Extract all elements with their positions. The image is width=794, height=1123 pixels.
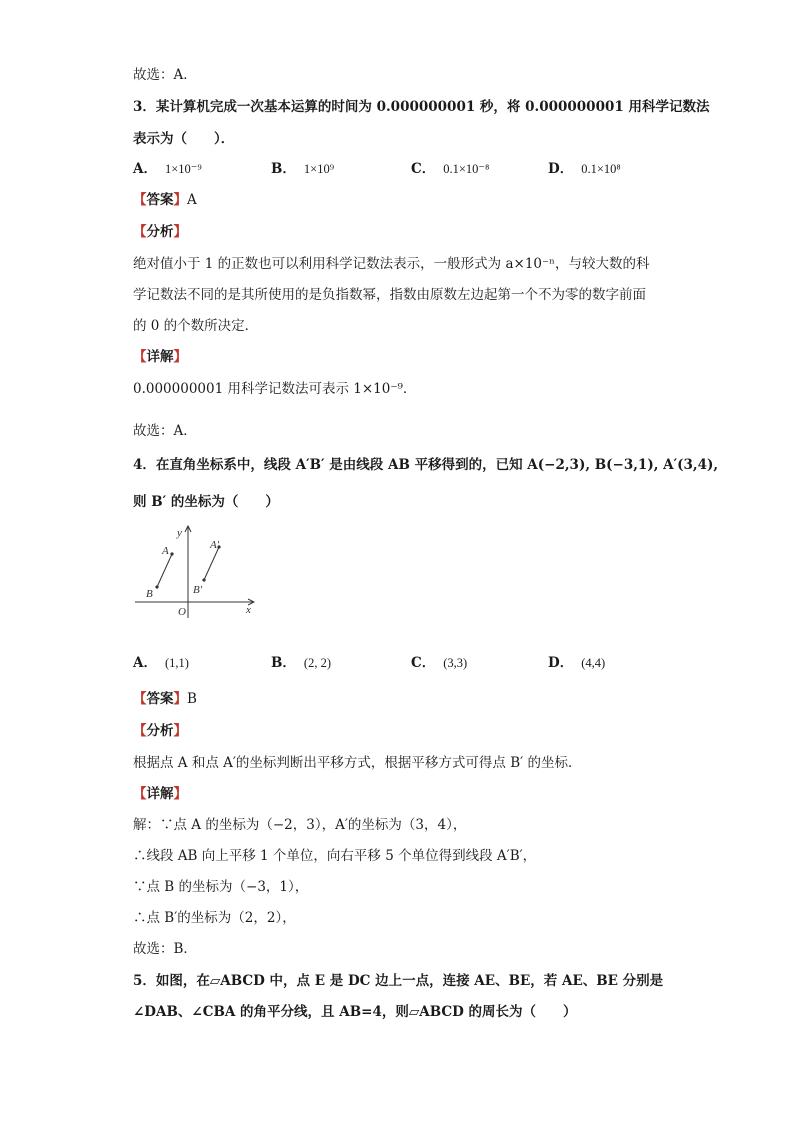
origin-label: O: [178, 606, 186, 618]
q3-stem-line2: 表示为（ ）．: [133, 131, 235, 147]
q4-answer: [133, 690, 197, 708]
q4-detail-line2: ∴线段 AB 向上平移 1 个单位，向右平移 5 个单位得到线段 A′B′，: [133, 848, 537, 864]
segment-ab: [157, 554, 172, 587]
option-letter: A．: [133, 655, 157, 671]
q4-stem-line2: 则 B′ 的坐标为（ ）: [133, 494, 279, 510]
answer-value: B: [187, 691, 197, 707]
coordinate-figure: [133, 523, 263, 618]
option-letter: C．: [411, 655, 436, 671]
segment-a-prime-b-prime: [204, 547, 219, 580]
option-value: (2, 2): [303, 656, 331, 670]
q3-analysis-tag: 【分析】: [133, 224, 187, 240]
q4-stem-line1: 4．在直角坐标系中，线段 A′B′ 是由线段 AB 平移得到的，已知 A(−2,3), B(−3,1), A′(3,4),: [133, 457, 719, 473]
answer-value: A: [187, 192, 197, 208]
q5-stem-line1: 5．如图，在▱ABCD 中，点 E 是 DC 边上一点，连接 AE、BE，若 AE、BE 分别是: [133, 973, 664, 989]
point-b-label: B: [146, 588, 153, 600]
option-letter: D．: [548, 655, 574, 671]
q3-analysis-line1: 绝对值小于 1 的正数也可以利用科学记数法表示，一般形式为 a×10⁻ⁿ，与较大数的科: [133, 256, 650, 272]
q3-option-b: [271, 160, 334, 178]
q4-option-a: [133, 654, 189, 672]
point-a-dot: [170, 552, 173, 555]
q4-detail-tag: 【详解】: [133, 786, 187, 802]
q3-analysis-line3: 的 0 的个数所决定．: [133, 318, 259, 334]
q3-analysis-line2: 学记数法不同的是其所使用的是负指数幂，指数由原数左边起第一个不为零的数字前面: [133, 287, 646, 303]
option-value: 0.1×10⁻⁸: [443, 162, 490, 176]
y-axis-label: y: [177, 527, 182, 539]
q4-conclusion: 故选：B．: [133, 941, 197, 957]
point-b-dot: [155, 585, 158, 588]
option-letter: B．: [271, 655, 296, 671]
point-a-label: A: [162, 545, 169, 557]
q4-option-d: [548, 654, 605, 672]
option-letter: B．: [271, 161, 296, 177]
option-value: (4,4): [581, 656, 606, 670]
q3-conclusion: 故选：A．: [133, 423, 197, 439]
q3-detail-line1: 0.000000001 用科学记数法可表示 1×10⁻⁹．: [133, 381, 417, 397]
q5-stem-line2: ∠DAB、∠CBA 的角平分线，且 AB=4，则▱ABCD 的周长为（ ）: [133, 1004, 577, 1020]
option-value: 1×10⁹: [303, 162, 335, 176]
point-b-prime-dot: [202, 578, 205, 581]
q3-option-c: [411, 160, 489, 178]
q4-analysis-line1: 根据点 A 和点 A′的坐标判断出平移方式，根据平移方式可得点 B′ 的坐标．: [133, 755, 582, 771]
q3-stem-line1: 3．某计算机完成一次基本运算的时间为 0.000000001 秒，将 0.000000001 用科学记数法: [133, 99, 710, 115]
answer-tag: 【答案】: [133, 192, 187, 208]
option-value: (3,3): [443, 656, 468, 670]
q2-conclusion: 故选：A．: [133, 67, 197, 83]
q4-analysis-tag: 【分析】: [133, 723, 187, 739]
point-b-prime-label: B': [193, 584, 203, 596]
q3-answer: [133, 191, 197, 209]
q3-option-d: [548, 160, 621, 178]
option-value: 1×10⁻⁹: [164, 162, 202, 176]
x-axis-label: x: [246, 604, 251, 616]
q4-option-b: [271, 654, 331, 672]
q4-option-c: [411, 654, 467, 672]
option-value: (1,1): [164, 656, 189, 670]
q4-detail-line1: 解：∵点 A 的坐标为（−2，3），A′的坐标为（3，4），: [133, 817, 467, 833]
option-letter: A．: [133, 161, 157, 177]
option-letter: D．: [548, 161, 574, 177]
q3-option-a: [133, 160, 202, 178]
q3-detail-tag: 【详解】: [133, 349, 187, 365]
option-letter: C．: [411, 161, 436, 177]
q4-detail-line4: ∴点 B′的坐标为（2，2），: [133, 910, 296, 926]
answer-tag: 【答案】: [133, 691, 187, 707]
option-value: 0.1×10⁸: [581, 162, 621, 176]
q4-detail-line3: ∵点 B 的坐标为（−3，1），: [133, 879, 309, 895]
point-a-prime-label: A': [210, 539, 220, 551]
